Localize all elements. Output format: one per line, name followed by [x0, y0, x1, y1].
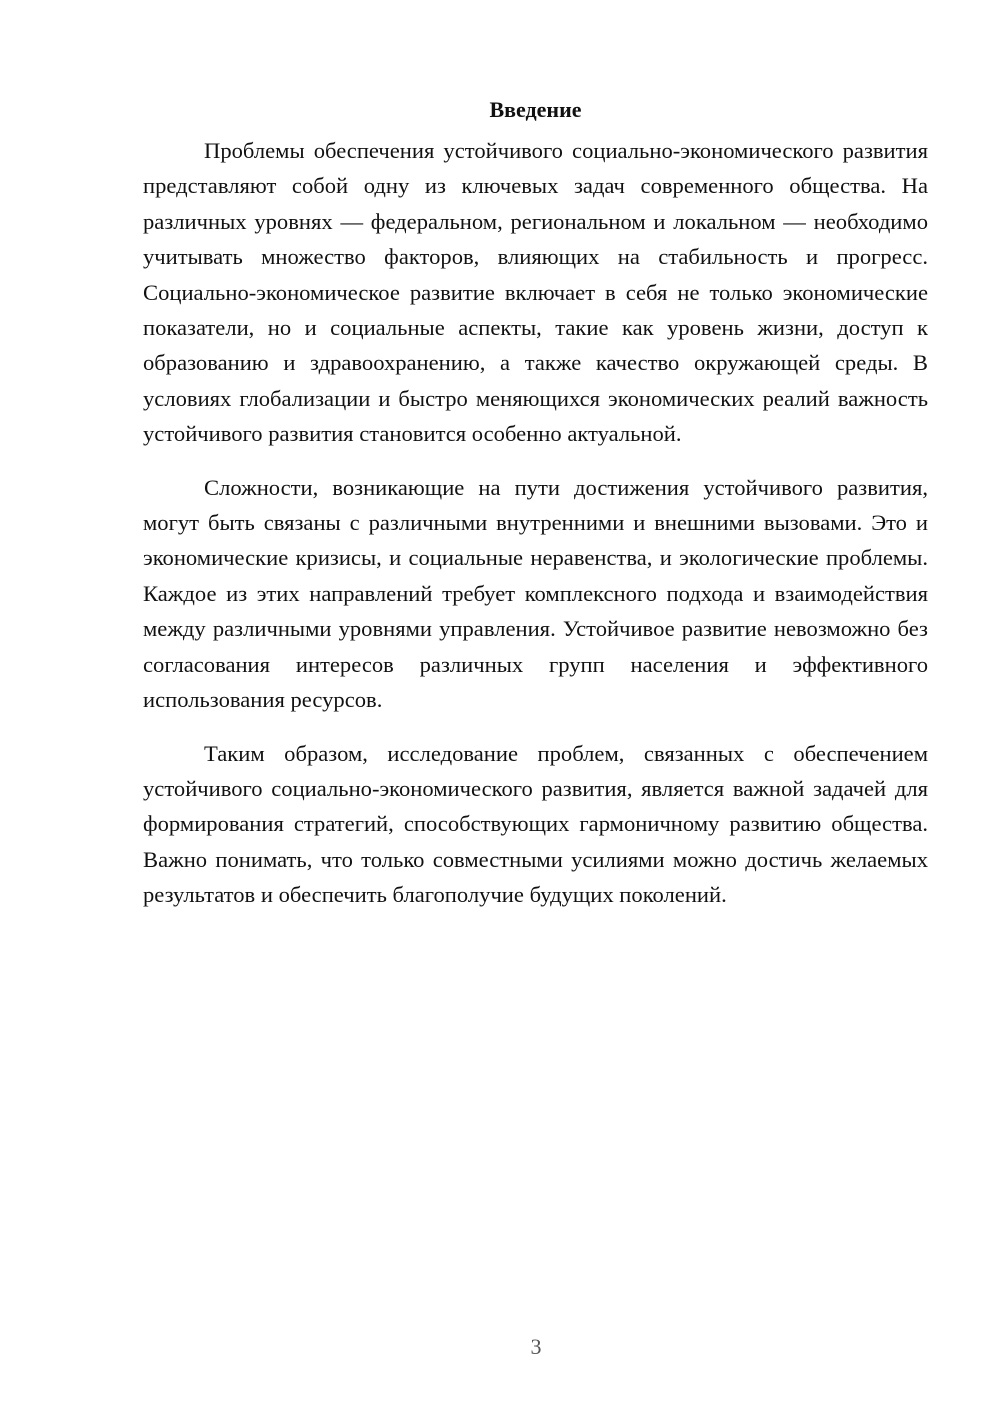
paragraph-2: Сложности, возникающие на пути достижения устойчивого развития, могут быть связаны с различными внутренними и внешними вызовами. Это и экономические кризисы, и социальные неравенства, и экологические проблемы. Каждое из этих направлений требует комплексного подхода и взаимодействия между различными уровнями управления. Устойчивое развитие невозможно без согласования интересов различных групп населения и эффективного использования ресурсов. — [143, 474, 928, 713]
section-title: Введение — [489, 97, 582, 122]
paragraph-3: Таким образом, исследование проблем, связанных с обеспечением устойчивого социально-экономического развития, является важной задачей для формирования стратегий, способствующих гармоничному развитию общества. Важно понимать, что только совместными усилиями можно достичь желаемых результатов и обеспечить благополучие будущих поколений. — [143, 740, 928, 908]
paragraph-1: Проблемы обеспечения устойчивого социально-экономического развития представляют собой одну из ключевых задач современного общества. На различных уровнях — федеральном, региональном и локальном — необходимо учитывать множество факторов, влияющих на стабильность и прогресс. Социально-экономическое развитие включает в себя не только экономические показатели, но и социальные аспекты, такие как уровень жизни, доступ к образованию и здравоохранению, а также качество окружающей среды. В условиях глобализации и быстро меняющихся экономических реалий важность устойчивого развития становится особенно актуальной. — [143, 138, 928, 447]
page-number: 3 — [530, 1334, 542, 1359]
page-content — [143, 93, 928, 931]
